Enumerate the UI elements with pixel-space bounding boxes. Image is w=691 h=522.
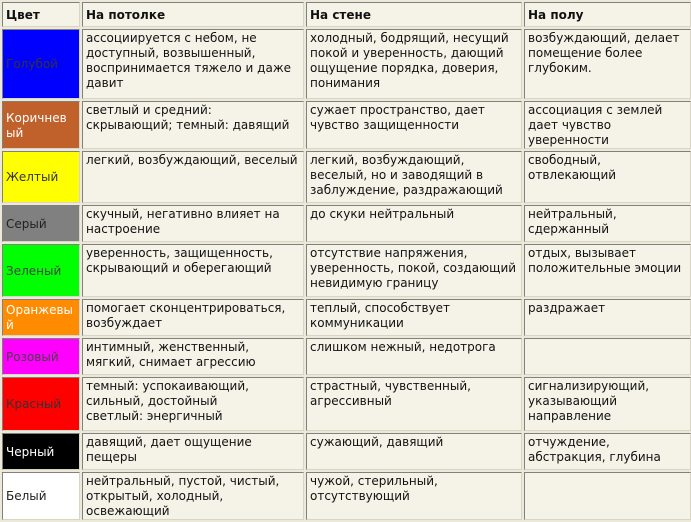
- color-swatch-cell: Желтый: [2, 151, 80, 203]
- floor-cell: раздражает: [524, 299, 691, 336]
- table-row: [2, 338, 691, 375]
- floor-cell: отдых, вызывает положительные эмоции: [524, 244, 691, 297]
- color-swatch-cell: Черный: [2, 433, 80, 470]
- table-row: [2, 151, 691, 203]
- wall-cell: отсутствие напряжения, уверенность, покой, создающий невидимую границу: [306, 244, 522, 297]
- ceiling-cell: легкий, возбуждающий, веселый: [82, 151, 304, 203]
- table-row: [2, 29, 691, 99]
- ceiling-cell: нейтральный, пустой, чистый, открытый, холодный, освежающий: [82, 472, 304, 520]
- ceiling-cell: помогает сконцентрироваться, возбуждает: [82, 299, 304, 336]
- color-swatch-cell: Белый: [2, 472, 80, 520]
- wall-cell: слишком нежный, недотрога: [306, 338, 522, 375]
- ceiling-cell: темный: успокаивающий, сильный, достойный светлый: энергичный: [82, 377, 304, 431]
- wall-cell: чужой, стерильный, отсутствующий: [306, 472, 522, 520]
- floor-cell: [524, 338, 691, 375]
- floor-cell: сигнализирующий, указывающий направление: [524, 377, 691, 431]
- table-row: [2, 299, 691, 336]
- wall-cell: холодный, бодрящий, несущий покой и уверенность, дающий ощущение порядка, доверия, понимания: [306, 29, 522, 99]
- header-row: [2, 2, 691, 27]
- header-ceiling: На потолке: [82, 2, 304, 27]
- color-swatch-cell: Серый: [2, 205, 80, 242]
- ceiling-cell: давящий, дает ощущение пещеры: [82, 433, 304, 470]
- floor-cell: нейтральный, сдержанный: [524, 205, 691, 242]
- floor-cell: ассоциация с землей дает чувство уверенности: [524, 101, 691, 149]
- floor-cell: [524, 472, 691, 520]
- header-wall: На стене: [306, 2, 522, 27]
- table-row: [2, 433, 691, 470]
- floor-cell: отчуждение, абстракция, глубина: [524, 433, 691, 470]
- ceiling-cell: уверенность, защищенность, скрывающий и оберегающий: [82, 244, 304, 297]
- wall-cell: сужает пространство, дает чувство защищенности: [306, 101, 522, 149]
- wall-cell: легкий, возбуждающий, веселый, но и заводящий в заблуждение, раздражающий: [306, 151, 522, 203]
- floor-cell: свободный, отвлекающий: [524, 151, 691, 203]
- table-row: [2, 244, 691, 297]
- wall-cell: страстный, чувственный, агрессивный: [306, 377, 522, 431]
- header-floor: На полу: [524, 2, 691, 27]
- color-swatch-cell: Красный: [2, 377, 80, 431]
- wall-cell: до скуки нейтральный: [306, 205, 522, 242]
- ceiling-cell: ассоциируется с небом, не доступный, возвышенный, воспринимается тяжело и даже давит: [82, 29, 304, 99]
- wall-cell: сужающий, давящий: [306, 433, 522, 470]
- ceiling-cell: скучный, негативно влияет на настроение: [82, 205, 304, 242]
- table-row: [2, 205, 691, 242]
- color-swatch-cell: Зеленый: [2, 244, 80, 297]
- floor-cell: возбуждающий, делает помещение более глубоким.: [524, 29, 691, 99]
- header-color: Цвет: [2, 2, 80, 27]
- wall-cell: теплый, способствует коммуникации: [306, 299, 522, 336]
- table-row: [2, 101, 691, 149]
- color-swatch-cell: Голубой: [2, 29, 80, 99]
- color-swatch-cell: Розовый: [2, 338, 80, 375]
- ceiling-cell: светлый и средний: скрывающий; темный: давящий: [82, 101, 304, 149]
- ceiling-cell: интимный, женственный, мягкий, снимает агрессию: [82, 338, 304, 375]
- table-row: [2, 377, 691, 431]
- table-row: [2, 472, 691, 520]
- color-swatch-cell: Коричневый: [2, 101, 80, 149]
- color-swatch-cell: Оранжевый: [2, 299, 80, 336]
